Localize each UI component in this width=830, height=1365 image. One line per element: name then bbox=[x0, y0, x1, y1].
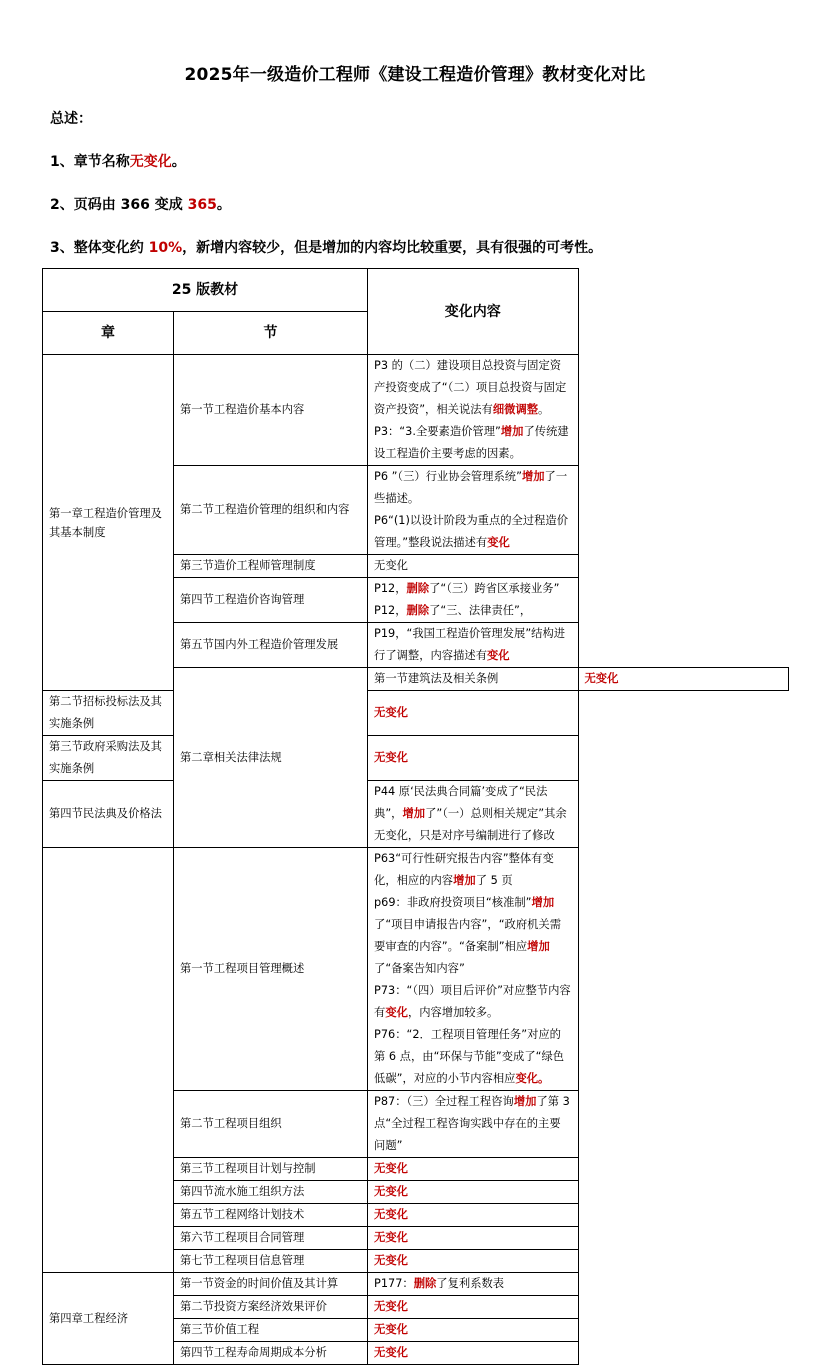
section-cell: 第二节工程造价管理的组织和内容 bbox=[174, 466, 368, 555]
change-cell: P63“可行性研究报告内容”整体有变化，相应的内容增加了 5 页 p69：非政府投资项目“核准制”增加了“项目申请报告内容”，“政府机关需要审查的内容”。“备案制”相应增加了“备案告知内容” P73：“（四）项目后评价”对应整节内容有变化，内容增加较多。 P76：“2．工程项目管理任务”对应的第 6 点，由“环保与节能”变成了“绿色低碳”，对应的小节内容相应变化。 bbox=[368, 848, 578, 1091]
section-cell: 第五节国内外工程造价管理发展 bbox=[174, 623, 368, 668]
change-cell: 无变化 bbox=[368, 736, 578, 781]
section-cell: 第二节投资方案经济效果评价 bbox=[174, 1296, 368, 1319]
header-section: 节 bbox=[174, 312, 368, 355]
section-cell: 第一节建筑法及相关条例 bbox=[368, 668, 578, 691]
table-row bbox=[43, 691, 789, 736]
change-cell: P12，删除了“（三）跨省区承接业务” P12，删除了“三、法律责任”， bbox=[368, 578, 578, 623]
table-row bbox=[43, 355, 789, 466]
change-cell: P177：删除了复利系数表 bbox=[368, 1273, 578, 1296]
section-cell: 第四节民法典及价格法 bbox=[43, 781, 174, 848]
section-cell: 第三节工程项目计划与控制 bbox=[174, 1158, 368, 1181]
section-cell: 第一节资金的时间价值及其计算 bbox=[174, 1273, 368, 1296]
page-title: 2025年一级造价工程师《建设工程造价管理》教材变化对比 bbox=[184, 65, 646, 85]
chapter-cell bbox=[43, 848, 174, 1273]
table-row bbox=[43, 736, 789, 781]
summary-item-1: 1、章节名称无变化。 bbox=[50, 154, 186, 170]
section-cell: 第七节工程项目信息管理 bbox=[174, 1250, 368, 1273]
change-cell: 无变化 bbox=[368, 691, 578, 736]
section-cell: 第四节流水施工组织方法 bbox=[174, 1181, 368, 1204]
change-cell: 无变化 bbox=[368, 555, 578, 578]
section-cell: 第四节工程寿命周期成本分析 bbox=[174, 1342, 368, 1365]
table-row bbox=[43, 848, 789, 1091]
change-cell: 无变化 bbox=[368, 1204, 578, 1227]
header-edition: 25 版教材 bbox=[43, 269, 368, 312]
change-cell: P87：（三）全过程工程咨询增加了第 3 点“全过程工程咨询实践中存在的主要问题” bbox=[368, 1091, 578, 1158]
change-cell: P44 原‘民法典合同篇’变成了“民法典”，增加了”（一）总则相关规定”其余无变化，只是对序号编制进行了修改 bbox=[368, 781, 578, 848]
section-cell: 第四节工程造价咨询管理 bbox=[174, 578, 368, 623]
section-cell: 第二节招标投标法及其实施条例 bbox=[43, 691, 174, 736]
change-cell: 无变化 bbox=[368, 1181, 578, 1204]
table-row bbox=[43, 1273, 789, 1296]
header-change: 变化内容 bbox=[368, 269, 578, 355]
section-cell: 第三节价值工程 bbox=[174, 1319, 368, 1342]
change-cell: 无变化 bbox=[368, 1158, 578, 1181]
section-cell: 第三节造价工程师管理制度 bbox=[174, 555, 368, 578]
change-cell: P3 的（二）建设项目总投资与固定资产投资变成了“（二）项目总投资与固定资产投资”，相关说法有细微调整。 P3：“3.全要素造价管理”增加了传统建设工程造价主要考虑的因素。 bbox=[368, 355, 578, 466]
summary-heading: 总述： bbox=[50, 111, 92, 127]
change-cell: 无变化 bbox=[368, 1250, 578, 1273]
change-cell: 无变化 bbox=[368, 1319, 578, 1342]
summary-item-2: 2、页码由 366 变成 365。 bbox=[50, 197, 231, 213]
change-cell: 无变化 bbox=[368, 1296, 578, 1319]
chapter-cell: 第一章工程造价管理及其基本制度 bbox=[43, 355, 174, 691]
section-cell: 第三节政府采购法及其实施条例 bbox=[43, 736, 174, 781]
section-cell: 第二节工程项目组织 bbox=[174, 1091, 368, 1158]
chapter-cell: 第二章相关法律法规 bbox=[174, 668, 368, 848]
section-cell: 第六节工程项目合同管理 bbox=[174, 1227, 368, 1250]
change-cell: P19，“我国工程造价管理发展”结构进行了调整，内容描述有变化 bbox=[368, 623, 578, 668]
change-cell: P6 ”（三）行业协会管理系统”增加了一些描述。 P6“(1)以设计阶段为重点的全过程造价管理。”整段说法描述有变化 bbox=[368, 466, 578, 555]
header-chapter: 章 bbox=[43, 312, 174, 355]
change-cell: 无变化 bbox=[368, 1227, 578, 1250]
section-cell: 第一节工程项目管理概述 bbox=[174, 848, 368, 1091]
section-cell: 第五节工程网络计划技术 bbox=[174, 1204, 368, 1227]
table-row bbox=[43, 781, 789, 848]
section-cell: 第一节工程造价基本内容 bbox=[174, 355, 368, 466]
summary-item-3: 3、整体变化约 10%，新增内容较少，但是增加的内容均比较重要，具有很强的可考性。 bbox=[50, 240, 603, 256]
change-cell: 无变化 bbox=[368, 1342, 578, 1365]
change-cell: 无变化 bbox=[578, 668, 789, 691]
chapter-cell: 第四章工程经济 bbox=[43, 1273, 174, 1365]
comparison-table bbox=[42, 268, 789, 1365]
